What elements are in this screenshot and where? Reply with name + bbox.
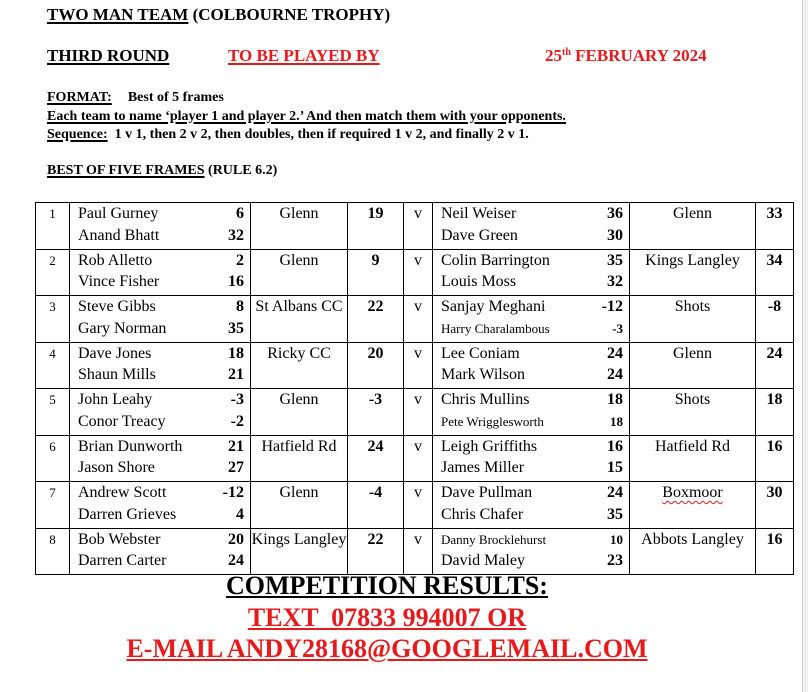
- away-player-1-score: 36: [607, 205, 623, 222]
- away-player-2: Pete Wrigglesworth: [441, 413, 544, 429]
- home-player-2-row: [70, 457, 250, 479]
- away-player-2-row: [433, 457, 629, 479]
- away-player-2-row: [433, 225, 629, 247]
- home-player-1: Paul Gurney: [78, 205, 159, 222]
- versus-label: v: [404, 342, 433, 389]
- away-player-1: Colin Barrington: [441, 251, 550, 269]
- deadline-date: [545, 46, 707, 66]
- home-players: [70, 342, 251, 389]
- home-player-1-score: -12: [222, 484, 244, 501]
- results-email-line: [0, 634, 774, 664]
- away-player-1-score: 24: [607, 484, 623, 501]
- home-player-1-score: -3: [230, 391, 244, 408]
- home-player-2-score: 35: [228, 319, 244, 337]
- away-total: 16: [756, 435, 794, 482]
- away-club-name: Kings Langley: [645, 251, 740, 269]
- title-underlined: TWO MAN TEAM: [47, 5, 189, 24]
- away-players: [433, 342, 630, 389]
- home-player-2: Shaun Mills: [78, 366, 156, 383]
- sequence-text: 1 v 1, then 2 v 2, then doubles, then if required 1 v 2, and finally 2 v 1.: [107, 127, 529, 142]
- away-player-1: Sanjay Meghani: [441, 298, 546, 315]
- home-player-2-row: [70, 271, 250, 293]
- away-club-name: Boxmoor: [662, 484, 723, 501]
- away-club-name: Hatfield Rd: [654, 437, 731, 455]
- versus-label: v: [404, 528, 433, 575]
- away-players: [433, 249, 630, 296]
- rule-label: BEST OF FIVE FRAMES: [47, 163, 205, 178]
- away-player-1-score: 35: [607, 251, 623, 269]
- match-number: 5: [36, 389, 70, 436]
- home-player-2-row: [70, 225, 250, 247]
- away-player-2-score: 35: [607, 505, 623, 523]
- match-number: 8: [36, 528, 70, 575]
- away-player-2-score: -3: [612, 320, 623, 336]
- round-label: THIRD ROUND: [47, 46, 170, 65]
- away-club: [630, 342, 756, 389]
- away-player-1: Lee Coniam: [441, 344, 520, 362]
- away-club: [630, 296, 756, 343]
- match-row: [36, 435, 794, 482]
- away-player-1-row: [433, 296, 629, 318]
- away-player-1-score: 16: [607, 437, 623, 455]
- home-player-2-score: 32: [228, 226, 244, 244]
- away-player-1-row: [433, 389, 629, 411]
- away-player-2-row: [433, 318, 629, 340]
- rule-line: [47, 163, 277, 179]
- away-total: 18: [756, 389, 794, 436]
- document-title: [47, 5, 390, 25]
- home-club: Ricky CC: [251, 342, 348, 389]
- home-player-1: Bob Webster: [78, 530, 161, 548]
- away-player-2: Louis Moss: [441, 273, 517, 290]
- home-player-1: John Leahy: [78, 391, 153, 408]
- away-total: 34: [756, 249, 794, 296]
- away-players: [433, 528, 630, 575]
- match-row: [36, 296, 794, 343]
- away-player-1-row: [433, 343, 629, 365]
- versus-label: v: [404, 435, 433, 482]
- away-player-2: David Maley: [441, 552, 525, 569]
- away-player-2: Harry Charalambous: [441, 320, 550, 336]
- home-total: -4: [348, 482, 404, 529]
- versus-label: v: [404, 249, 433, 296]
- title-subtitle: (COLBOURNE TROPHY): [188, 5, 391, 24]
- home-player-2-row: [70, 504, 250, 526]
- away-player-1-score: 10: [610, 531, 623, 547]
- home-player-2-row: [70, 318, 250, 340]
- home-player-1-row: [70, 343, 250, 365]
- sequence-label: Sequence:: [47, 127, 108, 142]
- away-player-2-score: 24: [607, 366, 623, 383]
- home-total: 19: [348, 203, 404, 250]
- home-players: [70, 435, 251, 482]
- sequence-line: [47, 127, 529, 143]
- match-row: [36, 342, 794, 389]
- away-player-1-score: -12: [601, 298, 623, 315]
- home-player-1-score: 2: [236, 251, 244, 269]
- away-player-1-score: 24: [607, 344, 623, 362]
- home-player-1-score: 8: [236, 298, 244, 315]
- away-player-1-row: [433, 203, 629, 225]
- home-player-1: Steve Gibbs: [78, 298, 156, 315]
- away-player-2: Chris Chafer: [441, 505, 524, 523]
- home-player-1-score: 18: [228, 344, 244, 362]
- home-player-2: Darren Grieves: [78, 505, 177, 523]
- away-player-2-row: [433, 504, 629, 526]
- away-player-2: Dave Green: [441, 226, 518, 244]
- away-player-2-score: 23: [607, 552, 623, 569]
- match-row: [36, 203, 794, 250]
- home-player-1-row: [70, 250, 250, 272]
- away-players: [433, 389, 630, 436]
- away-player-1: Dave Pullman: [441, 484, 533, 501]
- home-player-1-score: 21: [228, 437, 244, 455]
- home-players: [70, 249, 251, 296]
- home-players: [70, 528, 251, 575]
- home-club: Glenn: [251, 389, 348, 436]
- match-row: [36, 482, 794, 529]
- away-player-2-score: 15: [607, 459, 623, 476]
- results-phone: TEXT 07833 994007 OR: [247, 603, 527, 632]
- home-player-2-score: 21: [228, 366, 244, 383]
- home-player-2: Conor Treacy: [78, 412, 166, 430]
- home-club: Kings Langley: [251, 528, 348, 575]
- home-player-1-row: [70, 296, 250, 318]
- home-player-2: Darren Carter: [78, 552, 167, 569]
- away-player-2-row: [433, 271, 629, 293]
- away-player-1: Neil Weiser: [441, 205, 517, 222]
- away-club: [630, 203, 756, 250]
- home-club: St Albans CC: [251, 296, 348, 343]
- away-player-1-row: [433, 482, 629, 504]
- home-player-1: Andrew Scott: [78, 484, 167, 501]
- home-player-1: Dave Jones: [78, 344, 152, 362]
- versus-label: v: [404, 296, 433, 343]
- away-club: [630, 389, 756, 436]
- away-player-2: Mark Wilson: [441, 366, 525, 383]
- home-player-1: Brian Dunworth: [78, 437, 183, 455]
- away-players: [433, 482, 630, 529]
- results-email: E-MAIL ANDY28168@GOOGLEMAIL.COM: [126, 634, 648, 663]
- results-text-line: [0, 603, 774, 633]
- away-club: [630, 482, 756, 529]
- draw-table: [35, 202, 794, 575]
- away-player-2-score: 18: [610, 413, 623, 429]
- away-total: 33: [756, 203, 794, 250]
- home-total: 22: [348, 296, 404, 343]
- home-player-2: Jason Shore: [78, 459, 155, 476]
- format-line: [47, 90, 224, 106]
- away-total: 24: [756, 342, 794, 389]
- away-player-1-row: [433, 250, 629, 272]
- results-heading: [0, 571, 774, 601]
- home-player-2-row: [70, 364, 250, 386]
- home-player-2: Gary Norman: [78, 319, 167, 337]
- home-player-1: Rob Alletto: [78, 251, 153, 269]
- match-number: 1: [36, 203, 70, 250]
- date-month-year: FEBRUARY 2024: [570, 46, 707, 65]
- versus-label: v: [404, 203, 433, 250]
- match-number: 3: [36, 296, 70, 343]
- home-total: 9: [348, 249, 404, 296]
- home-player-1-score: 6: [236, 205, 244, 222]
- home-player-1-row: [70, 482, 250, 504]
- away-players: [433, 435, 630, 482]
- home-player-2: Vince Fisher: [78, 273, 160, 290]
- away-player-1: Danny Brocklehurst: [441, 531, 547, 547]
- home-total: 24: [348, 435, 404, 482]
- match-number: 7: [36, 482, 70, 529]
- away-player-2-row: [433, 550, 629, 572]
- rule-value: (RULE 6.2): [204, 163, 278, 178]
- match-row: [36, 389, 794, 436]
- away-player-2-row: [433, 411, 629, 433]
- away-club-name: Shots: [674, 298, 711, 315]
- home-player-2-score: 27: [228, 459, 244, 476]
- date-suffix: th: [562, 47, 571, 58]
- home-player-1-row: [70, 389, 250, 411]
- match-number: 6: [36, 435, 70, 482]
- home-player-1-score: 20: [228, 530, 244, 548]
- away-player-2-score: 32: [607, 273, 623, 290]
- match-number: 4: [36, 342, 70, 389]
- home-club: Glenn: [251, 203, 348, 250]
- home-player-1-row: [70, 436, 250, 458]
- home-player-2-row: [70, 550, 250, 572]
- home-player-1-row: [70, 529, 250, 551]
- away-total: -8: [756, 296, 794, 343]
- away-club: [630, 528, 756, 575]
- format-label: FORMAT:: [47, 90, 112, 105]
- date-day: 25: [545, 46, 562, 65]
- home-total: 20: [348, 342, 404, 389]
- away-club: [630, 249, 756, 296]
- away-player-1-score: 18: [607, 391, 623, 408]
- away-club-name: Abbots Langley: [641, 530, 744, 548]
- away-players: [433, 203, 630, 250]
- away-player-2-row: [433, 364, 629, 386]
- home-player-1-row: [70, 203, 250, 225]
- instruction-line: Each team to name ‘player 1 and player 2.’ And then match them with your opponents.: [47, 109, 566, 124]
- home-total: -3: [348, 389, 404, 436]
- home-total: 22: [348, 528, 404, 575]
- away-player-1: Chris Mullins: [441, 391, 530, 408]
- versus-label: v: [404, 482, 433, 529]
- away-club: [630, 435, 756, 482]
- home-player-2-score: 4: [236, 505, 244, 523]
- page-edge: [802, 0, 808, 692]
- away-total: 16: [756, 528, 794, 575]
- home-club: Glenn: [251, 482, 348, 529]
- away-club-name: Shots: [674, 391, 711, 408]
- home-player-2-row: [70, 411, 250, 433]
- home-players: [70, 296, 251, 343]
- away-club-name: Glenn: [672, 205, 713, 222]
- match-row: [36, 528, 794, 575]
- away-total: 30: [756, 482, 794, 529]
- results-heading-text: COMPETITION RESULTS:: [226, 571, 548, 600]
- match-row: [36, 249, 794, 296]
- home-player-2-score: -2: [230, 412, 244, 430]
- home-players: [70, 482, 251, 529]
- home-player-2-score: 16: [228, 273, 244, 290]
- away-player-1: Leigh Griffiths: [441, 437, 538, 455]
- away-player-2-score: 30: [607, 226, 623, 244]
- match-number: 2: [36, 249, 70, 296]
- away-players: [433, 296, 630, 343]
- format-value: Best of 5 frames: [127, 90, 224, 105]
- played-by-label: TO BE PLAYED BY: [228, 46, 380, 65]
- away-player-1-row: [433, 436, 629, 458]
- home-club: Hatfield Rd: [251, 435, 348, 482]
- away-player-2: James Miller: [441, 459, 525, 476]
- home-player-2: Anand Bhatt: [78, 226, 160, 244]
- home-player-2-score: 24: [228, 552, 244, 569]
- home-players: [70, 203, 251, 250]
- home-club: Glenn: [251, 249, 348, 296]
- versus-label: v: [404, 389, 433, 436]
- home-players: [70, 389, 251, 436]
- away-club-name: Glenn: [672, 344, 713, 362]
- away-player-1-row: [433, 529, 629, 551]
